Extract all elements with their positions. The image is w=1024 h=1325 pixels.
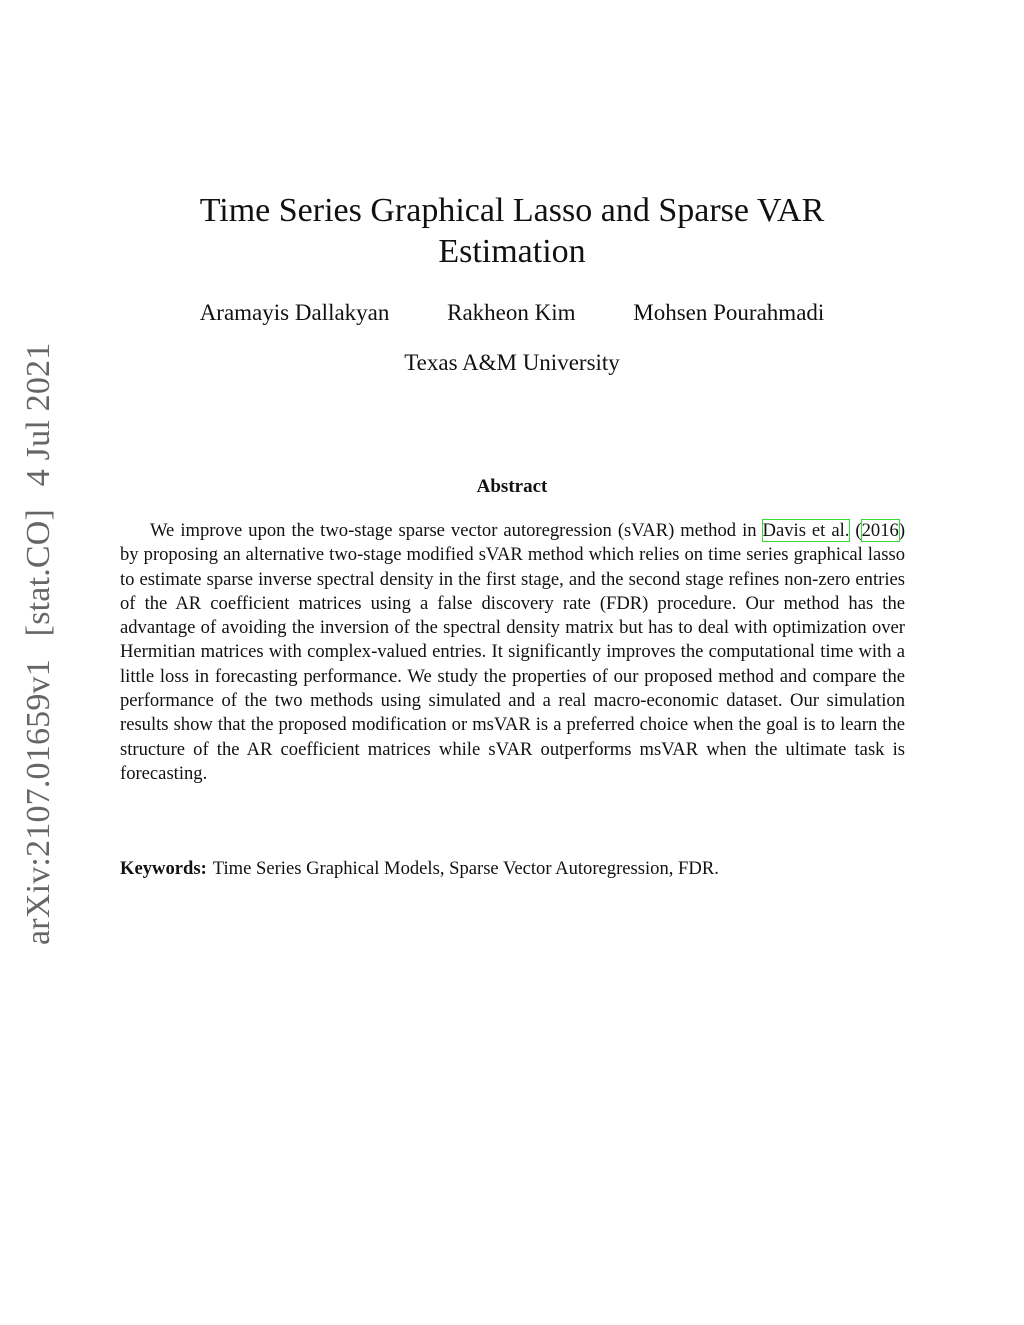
abstract-text (120, 519, 905, 786)
arxiv-id: arXiv:2107.01659v1 (20, 659, 57, 945)
citation-link-author[interactable]: Davis et al. (762, 520, 850, 541)
author-name: Rakheon Kim (447, 300, 576, 325)
arxiv-date: 4 Jul 2021 (20, 342, 57, 487)
affiliation: Texas A&M University (404, 350, 620, 375)
citation-link-year[interactable]: 2016 (861, 520, 899, 541)
citation-open-paren: ( (849, 520, 862, 541)
keywords (120, 858, 904, 880)
author-list (120, 300, 904, 326)
author-name: Aramayis Dallakyan (199, 300, 390, 325)
abstract-text-before: We improve upon the two-stage sparse vector autoregression (sVAR) method in (150, 520, 763, 541)
paper-title: Time Series Graphical Lasso and Sparse VAR Estimation (199, 192, 825, 270)
keywords-text: Time Series Graphical Models, Sparse Vector Autoregression, FDR. (212, 858, 719, 879)
keywords-label: Keywords: (120, 858, 207, 879)
abstract-heading: Abstract (476, 476, 548, 497)
arxiv-category: [stat.CO] (20, 508, 57, 637)
author-name: Mohsen Pourahmadi (633, 300, 825, 325)
abstract-text-after: ) by proposing an alternative two-stage modified sVAR method which relies on time series graphical lasso to estimate sparse inverse spectral density in the first stage, and the second stage refines non-zero entries of the AR coefficient matrices using a false discovery rate (FDR) procedure. Our method has the advantage of avoiding the inversion of the spectral density matrix but has to deal with optimization over Hermitian matrices with complex-valued entries. It significantly improves the computational time with a little loss in forecasting performance. We study the properties of our proposed method and compare the performance of the two methods using simulated and a real macro-economic dataset. Our simulation results show that the proposed modification or msVAR is a preferred choice when the goal is to learn the structure of the AR coefficient matrices while sVAR outperforms msVAR when the ultimate task is forecasting. (120, 520, 906, 784)
arxiv-identifier-stamp (20, 342, 58, 945)
